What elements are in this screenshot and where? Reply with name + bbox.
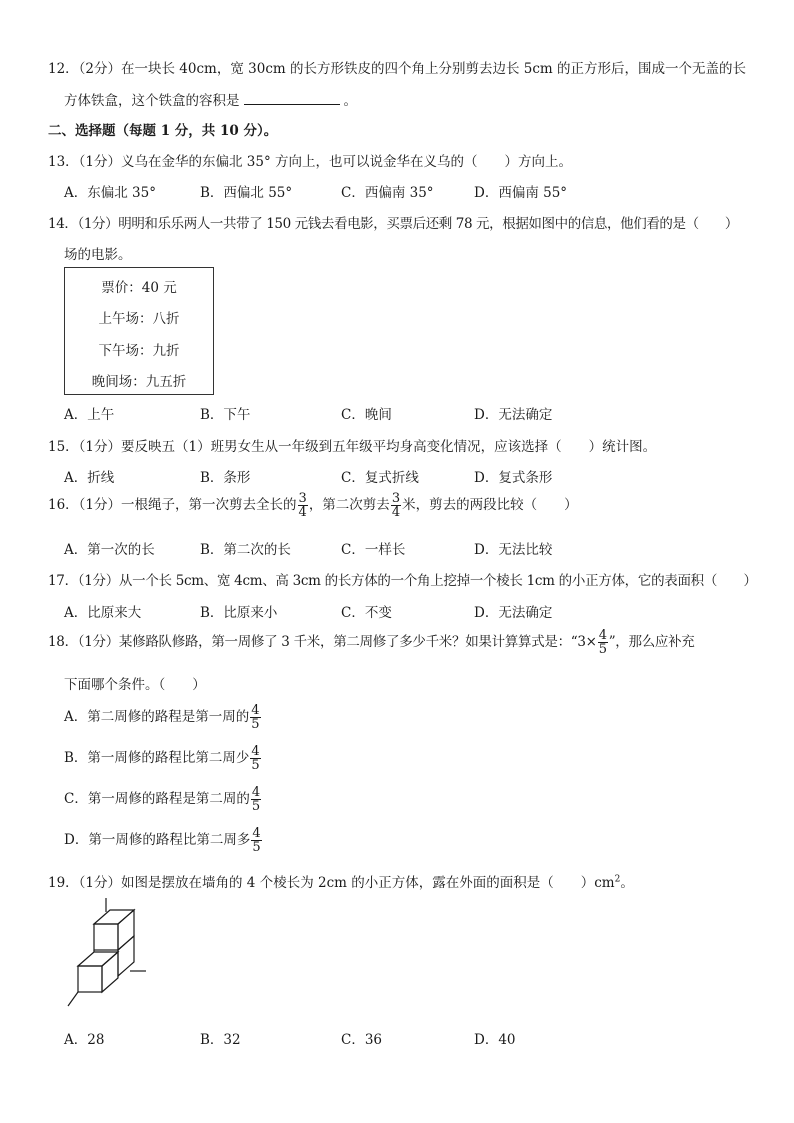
q12-line1: 12．（2分）在一块长 40cm，宽 30cm 的长方形铁皮的四个角上分别剪去边长 5cm 的正方形后，围成一个无盖的长 xyxy=(48,61,747,77)
q18-option-d-fraction-den: 5 xyxy=(252,840,261,855)
q19-option-c[interactable]: C．36 xyxy=(341,1032,383,1048)
q17-option-c[interactable]: C．不变 xyxy=(341,605,392,621)
q18-option-d-fraction-num: 4 xyxy=(252,826,261,841)
q16-option-d[interactable]: D．无法比较 xyxy=(474,542,553,558)
q16-stem-part-b: ，第二次剪去 xyxy=(308,497,390,513)
q16-fraction-1 xyxy=(298,492,308,519)
q18-option-a[interactable] xyxy=(64,704,262,731)
q15-option-a[interactable]: A．折线 xyxy=(64,470,115,486)
top-cube-top-face xyxy=(94,910,134,924)
q12-line2-end: 。 xyxy=(343,93,357,109)
q18-option-a-fraction-den: 5 xyxy=(251,717,260,732)
top-cube-front-face xyxy=(94,924,118,950)
q16-fraction-1-den: 4 xyxy=(298,505,307,520)
top-cube-side-face xyxy=(118,910,134,950)
q16-stem xyxy=(48,492,578,519)
cubes-in-corner-figure xyxy=(62,896,152,1012)
floor-wall-line-left xyxy=(68,992,78,1006)
q18-option-c[interactable] xyxy=(64,786,262,813)
q18-option-b-fraction-den: 5 xyxy=(251,758,260,773)
q15-stem: 15．（1分）要反映五（1）班男女生从一年级到五年级平均身高变化情况，应该选择（ ）统计图。 xyxy=(48,439,657,455)
q15-option-c[interactable]: C．复式折线 xyxy=(341,470,419,486)
q15-option-b[interactable]: B．条形 xyxy=(200,470,251,486)
q14-stem-line2: 场的电影。 xyxy=(64,247,132,263)
q14-option-a[interactable]: A．上午 xyxy=(64,407,115,423)
q14-stem-line1: 14．（1分）明明和乐乐两人一共带了 150 元钱去看电影，买票后还剩 78 元，根据如图中的信息，他们看的是（ ） xyxy=(48,216,739,232)
q18-stem-line2: 下面哪个条件。（ ） xyxy=(64,677,206,693)
q16-option-a[interactable]: A．第一次的长 xyxy=(64,542,155,558)
q13-stem: 13．（1分）义乌在金华的东偏北 35° 方向上，也可以说金华在义乌的（ ）方向上。 xyxy=(48,154,573,170)
front-cube-top-face xyxy=(78,952,118,966)
front-cube-side-face xyxy=(102,952,118,992)
q13-option-a[interactable]: A．东偏北 35° xyxy=(64,185,156,201)
q18-option-d[interactable] xyxy=(64,827,263,854)
q18-option-b-text: B．第一周修的路程比第二周少 xyxy=(64,750,250,766)
q19-stem-text: 19．（1分）如图是摆放在墙角的 4 个棱长为 2cm 的小正方体，露在外面的面积是（ ）cm xyxy=(48,875,615,891)
q19-option-a[interactable]: A．28 xyxy=(64,1032,105,1048)
q19-option-b[interactable]: B．32 xyxy=(200,1032,241,1048)
q13-option-c[interactable]: C．西偏南 35° xyxy=(341,185,434,201)
q18-option-a-fraction-num: 4 xyxy=(251,703,260,718)
q16-option-b[interactable]: B．第二次的长 xyxy=(200,542,291,558)
q18-fraction xyxy=(598,629,608,656)
q18-stem-part-b: ”，那么应补充 xyxy=(608,634,695,650)
q16-fraction-2-num: 3 xyxy=(391,491,401,506)
q17-stem: 17．（1分）从一个长 5cm、宽 4cm、高 3cm 的长方体的一个角上挖掉一个棱长 1cm 的小正方体，它的表面积（ ） xyxy=(48,573,757,589)
q19-option-d[interactable]: D．40 xyxy=(474,1032,516,1048)
q18-option-c-fraction-den: 5 xyxy=(251,799,261,814)
q16-fraction-2-den: 4 xyxy=(391,505,401,520)
q16-fraction-2 xyxy=(391,492,401,519)
q14-option-d[interactable]: D．无法确定 xyxy=(474,407,553,423)
q18-option-b-fraction xyxy=(250,745,260,772)
ticket-price: 票价：40 元 xyxy=(101,280,177,296)
q17-option-a[interactable]: A．比原来大 xyxy=(64,605,142,621)
q17-option-b[interactable]: B．比原来小 xyxy=(200,605,278,621)
q18-stem-part-a: 18．（1分）某修路队修路，第一周修了 3 千米，第二周修了多少千米？如果计算算式是：“3× xyxy=(48,634,597,650)
q18-fraction-num: 4 xyxy=(598,628,607,643)
q17-option-d[interactable]: D．无法确定 xyxy=(474,605,553,621)
q19-stem-superscript: 2 xyxy=(614,874,621,885)
q12-line2-text: 方体铁盒，这个铁盒的容积是 xyxy=(64,93,240,109)
q18-option-c-fraction-num: 4 xyxy=(251,785,261,800)
q15-option-d[interactable]: D．复式条形 xyxy=(474,470,553,486)
q18-option-c-text: C．第一周修的路程是第二周的 xyxy=(64,791,250,807)
q18-option-c-fraction xyxy=(251,786,261,813)
front-left-cube-front xyxy=(78,966,102,992)
q12-answer-blank[interactable] xyxy=(244,92,340,105)
q14-option-b[interactable]: B．下午 xyxy=(200,407,251,423)
ticket-afternoon: 下午场：九折 xyxy=(98,343,180,359)
q19-stem-end: 。 xyxy=(620,875,634,891)
q18-option-a-fraction xyxy=(250,704,260,731)
q18-option-b-fraction-num: 4 xyxy=(251,744,260,759)
q13-option-d[interactable]: D．西偏南 55° xyxy=(474,185,568,201)
ticket-price-box xyxy=(64,267,214,395)
q18-stem-line1 xyxy=(48,629,695,656)
q16-stem-part-a: 16．（1分）一根绳子，第一次剪去全长的 xyxy=(48,497,297,513)
q14-option-c[interactable]: C．晚间 xyxy=(341,407,392,423)
q19-stem xyxy=(48,871,634,891)
lower-back-cube-side xyxy=(118,936,134,976)
q18-fraction-den: 5 xyxy=(598,642,607,657)
q13-option-b[interactable]: B．西偏北 55° xyxy=(200,185,293,201)
q16-option-c[interactable]: C．一样长 xyxy=(341,542,406,558)
q16-stem-part-c: 米，剪去的两段比较（ ） xyxy=(402,497,578,513)
section2-title: 二、选择题（每题 1 分，共 10 分）。 xyxy=(48,123,278,139)
q18-option-d-fraction xyxy=(251,827,261,854)
q16-fraction-1-num: 3 xyxy=(298,491,307,506)
ticket-evening: 晚间场：九五折 xyxy=(91,374,187,390)
ticket-morning: 上午场：八折 xyxy=(98,311,180,327)
q18-option-a-text: A．第二周修的路程是第一周的 xyxy=(64,709,250,725)
q18-option-d-text: D．第一周修的路程比第二周多 xyxy=(64,832,251,848)
q12-line2 xyxy=(64,89,357,109)
q18-option-b[interactable] xyxy=(64,745,262,772)
